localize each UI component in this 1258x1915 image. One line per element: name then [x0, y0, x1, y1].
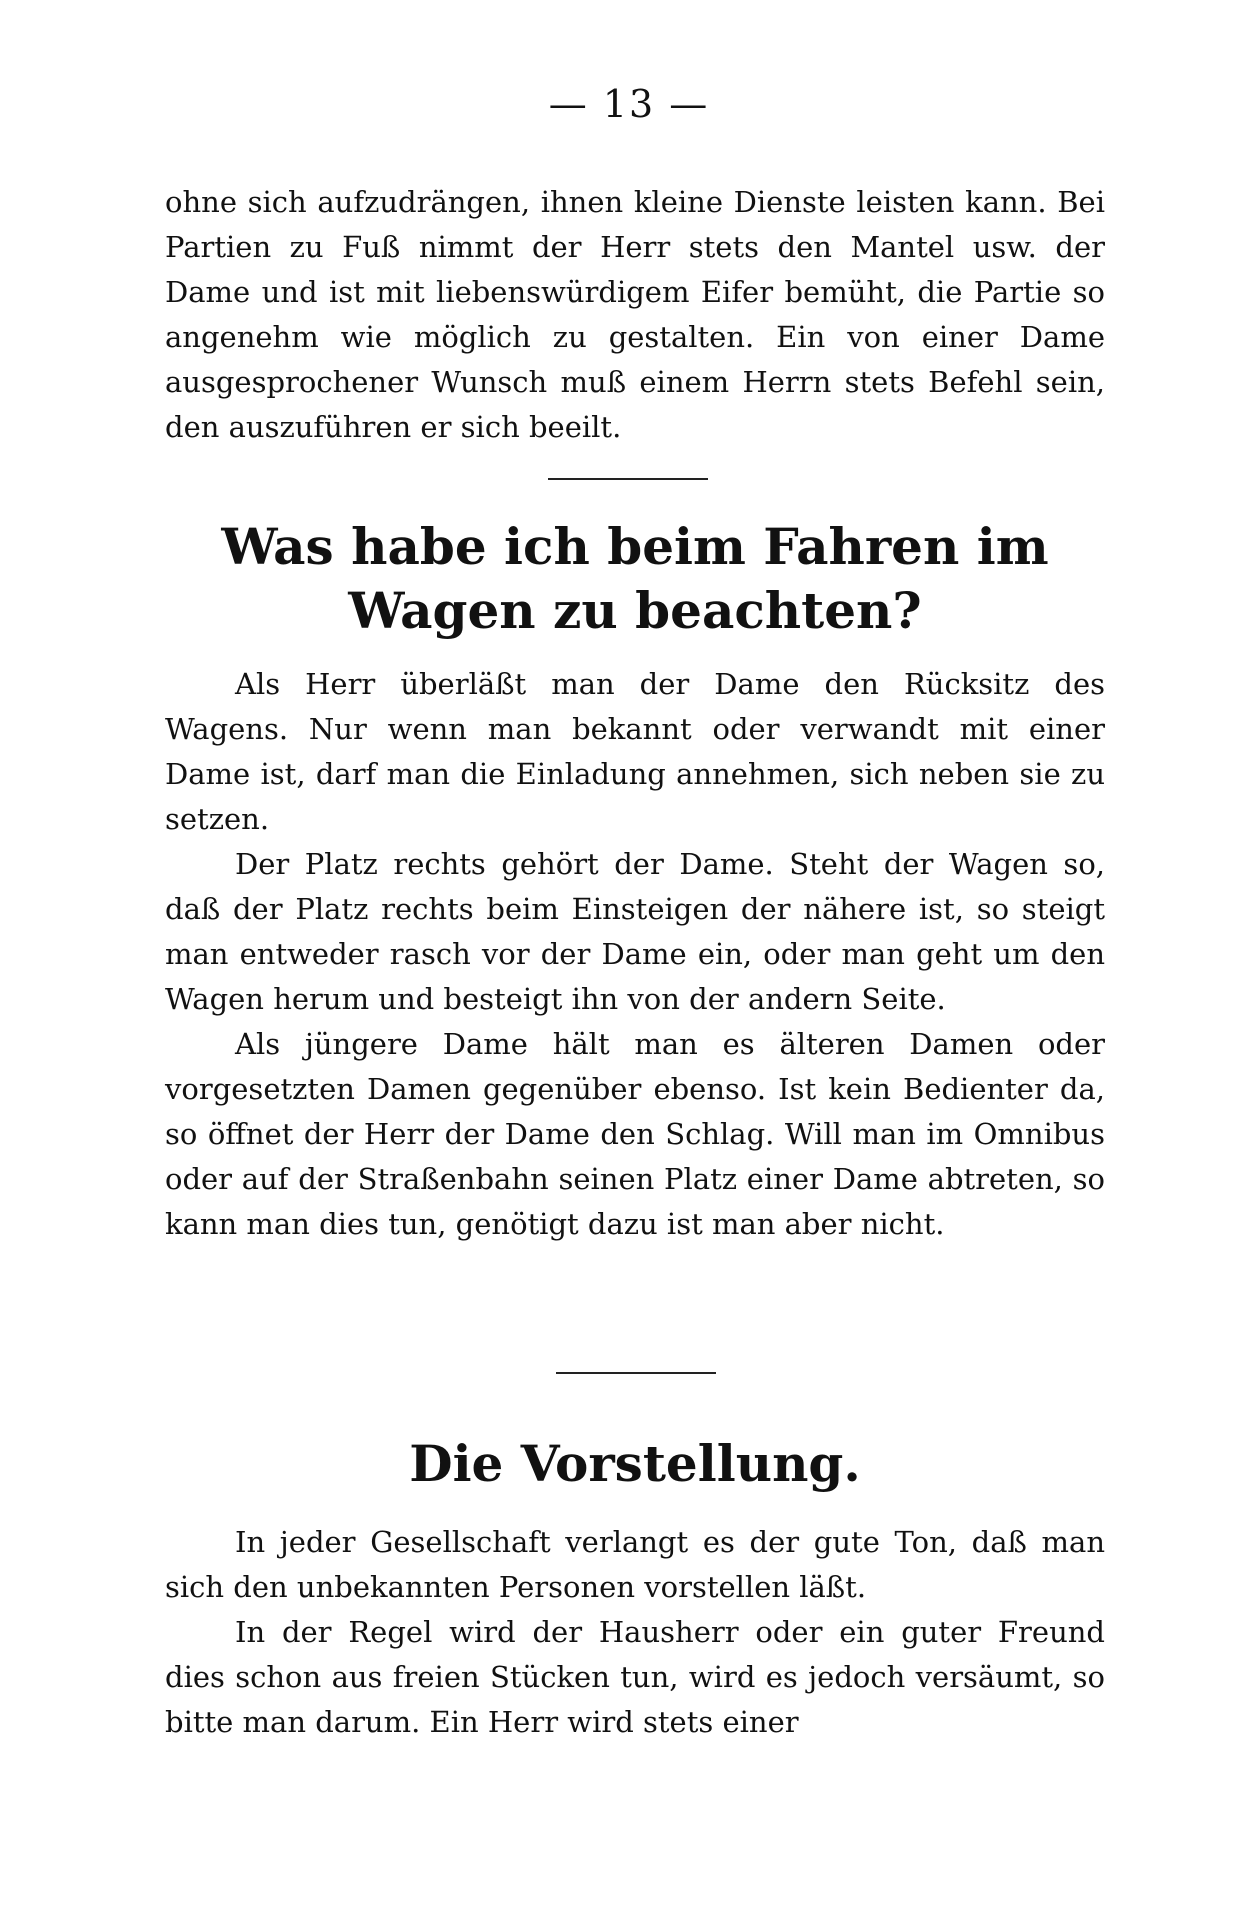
- section-wagen-body: [165, 662, 1105, 1247]
- paragraph-hausherr: In der Regel wird der Hausherr oder ein guter Freund dies schon aus freien Stücken tun, wird es jedoch versäumt, so bitte man darum. Ein Herr wird stets einer: [165, 1615, 1105, 1739]
- section-heading-wagen: Was habe ich beim Fahren im Wagen zu beachten?: [221, 517, 1049, 640]
- section-vorstellung-body: [165, 1520, 1105, 1745]
- paragraph-juengere-dame: Als jüngere Dame hält man es älteren Damen oder vorgesetzten Damen gegenüber ebenso. Ist kein Bedienter da, so öffnet der Herr der Dame den Schlag. Will man im Omnibus oder auf der Straßenbahn seinen Platz einer Dame abtreten, so kann man dies tun, genötigt dazu ist man aber nicht.: [165, 1027, 1105, 1241]
- paragraph-platz-rechts: Der Platz rechts gehört der Dame. Steht der Wagen so, daß der Platz rechts beim Einsteigen der nähere ist, so steigt man entweder rasch vor der Dame ein, oder man geht um den Wagen herum und besteigt ihn von der andern Seite.: [165, 847, 1105, 1016]
- opening-paragraph-block: [165, 180, 1105, 450]
- opening-paragraph: ohne sich aufzudrängen, ihnen kleine Dienste leisten kann. Bei Partien zu Fuß nimmt der Herr stets den Mantel usw. der Dame und ist mit liebenswürdigem Eifer bemüht, die Partie so angenehm wie möglich zu gestalten. Ein von einer Dame ausgesprochener Wunsch muß einem Herrn stets Befehl sein, den auszuführen er sich beeilt.: [165, 185, 1105, 444]
- paragraph-ruecksitz: Als Herr überläßt man der Dame den Rücksitz des Wagens. Nur wenn man bekannt oder verwandt mit einer Dame ist, darf man die Einladung annehmen, sich neben sie zu setzen.: [165, 667, 1105, 836]
- section-heading-vorstellung: Die Vorstellung.: [409, 1434, 861, 1493]
- section-divider-2: [556, 1372, 716, 1374]
- section-divider-1: [548, 478, 708, 480]
- page-number: — 13 —: [548, 82, 710, 126]
- paragraph-guter-ton: In jeder Gesellschaft verlangt es der gute Ton, daß man sich den unbekannten Personen vorstellen läßt.: [165, 1525, 1105, 1604]
